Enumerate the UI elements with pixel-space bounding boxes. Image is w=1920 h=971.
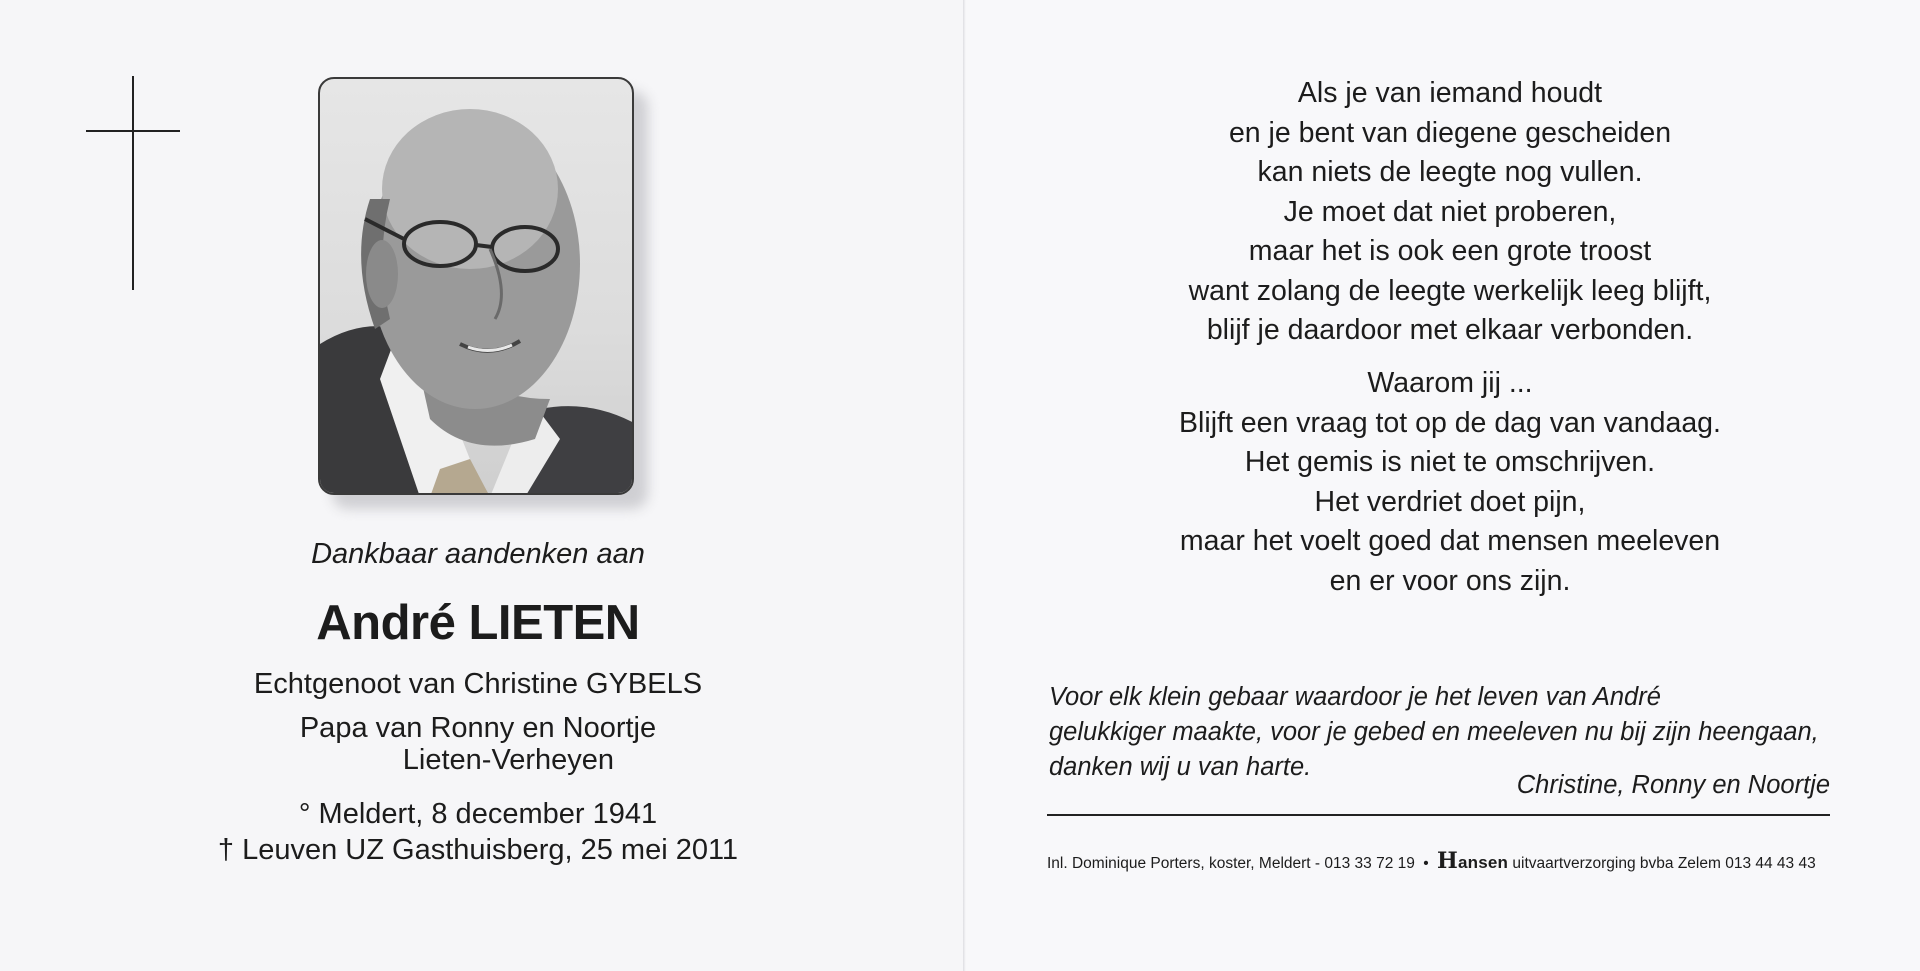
poem-line: maar het is ook een grote troost xyxy=(1248,235,1652,267)
deceased-name: André LIETEN xyxy=(316,596,640,650)
bullet-separator: • xyxy=(1423,855,1429,872)
thanks-line: Voor elk klein gebaar waardoor je het leven van André xyxy=(1049,683,1661,711)
poem-line: maar het voelt goed dat mensen meeleven xyxy=(1179,525,1721,557)
cross-icon xyxy=(86,76,180,290)
poem-line: Het verdriet doet pijn, xyxy=(1314,485,1586,518)
poem-line: Waarom jij ... xyxy=(1367,367,1533,399)
birth-line: ° Meldert, 8 december 1941 xyxy=(298,798,658,830)
intro-text: Dankbaar aandenken aan xyxy=(311,538,645,570)
spouse-line: Echtgenoot van Christine GYBELS xyxy=(253,668,703,700)
family-signature: Christine, Ronny en Noortje xyxy=(1516,771,1830,799)
contact-info: Inl. Dominique Porters, koster, Meldert - 013 33 72 19 xyxy=(1047,855,1415,872)
children-surname-line: Lieten-Verheyen xyxy=(402,744,614,776)
divider xyxy=(1047,814,1830,816)
brand-rest: ansen xyxy=(1457,853,1509,872)
portrait-photo xyxy=(318,77,634,495)
thanks-line: danken wij u van harte. xyxy=(1049,753,1312,781)
poem-line: Als je van iemand houdt xyxy=(1297,77,1603,109)
service-info: uitvaartverzorging bvba Zelem 013 44 43 43 xyxy=(1512,855,1816,872)
poem-line: Je moet dat niet proberen, xyxy=(1283,195,1617,228)
poem-stanza-1 xyxy=(1100,74,1800,351)
poem-line: Blijft een vraag tot op de dag van vandaag. xyxy=(1179,406,1721,439)
thanks-message xyxy=(1049,680,1829,785)
poem-line: en er voor ons zijn. xyxy=(1329,564,1571,597)
brand-initial: H xyxy=(1436,848,1458,874)
footer-info xyxy=(1047,848,1830,874)
poem-line: en je bent van diegene gescheiden xyxy=(1228,116,1672,149)
poem-line: blijf je daardoor met elkaar verbonden. xyxy=(1206,314,1694,346)
thanks-line: gelukkiger maakte, voor je gebed en meeleven nu bij zijn heengaan, xyxy=(1049,718,1819,746)
death-line: † Leuven UZ Gasthuisberg, 25 mei 2011 xyxy=(217,834,739,866)
children-line: Papa van Ronny en Noortje xyxy=(299,712,657,744)
poem-line: Het gemis is niet te omschrijven. xyxy=(1244,446,1656,478)
funeral-brand xyxy=(1436,848,1509,874)
poem-line: kan niets de leegte nog vullen. xyxy=(1257,156,1643,188)
poem-line: want zolang de leegte werkelijk leeg blijft, xyxy=(1188,274,1712,307)
poem-stanza-2 xyxy=(1100,364,1800,601)
